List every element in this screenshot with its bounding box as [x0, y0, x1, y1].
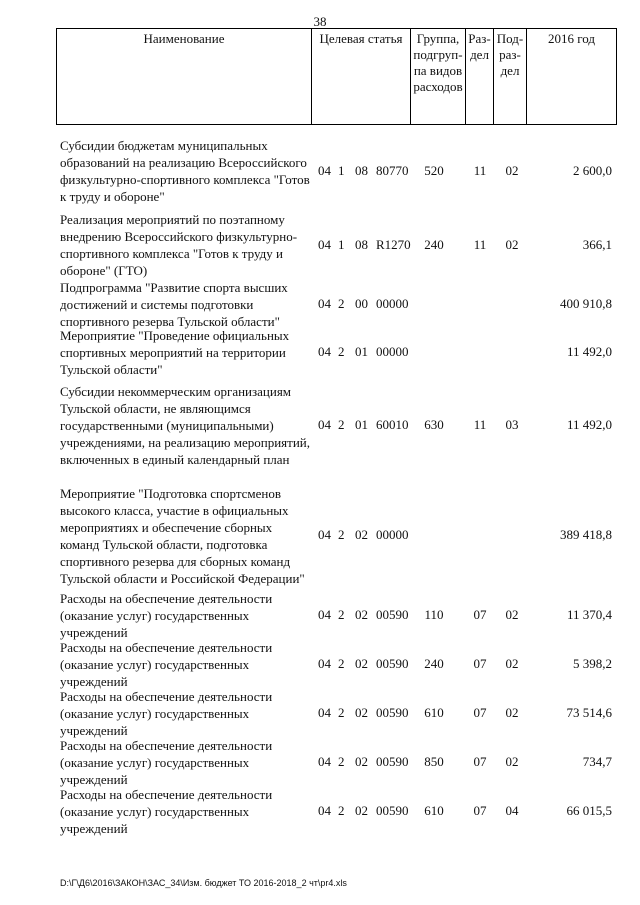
row-razdel: 11: [473, 237, 487, 252]
row-vid: 610: [424, 803, 444, 818]
row-code: 00000: [376, 527, 409, 542]
row-code: 00590: [376, 607, 409, 622]
row-name: Мероприятие "Проведение официальных спортивных мероприятий на территории Тульской области": [60, 328, 290, 377]
row-amount: 11 370,4: [566, 607, 612, 622]
header-podrazdel: [493, 29, 526, 124]
row-grp: 00: [355, 296, 368, 311]
row-podrazdel: 02: [505, 607, 519, 622]
row-name: Подпрограмма "Развитие спорта высших достижений и системы подготовки спортивного резерва Тульской области": [60, 280, 288, 329]
row-prog: 04: [318, 656, 331, 671]
row-sub: 2: [338, 803, 345, 818]
row-name: Расходы на обеспечение деятельности (оказание услуг) государственных учреждений: [60, 787, 273, 836]
row-prog: 04: [318, 803, 331, 818]
row-grp: 02: [355, 607, 368, 622]
row-podrazdel: 03: [505, 417, 519, 432]
row-code: 00590: [376, 754, 409, 769]
header-group-line: расходов: [413, 79, 463, 94]
row-prog: 04: [318, 296, 331, 311]
header-group-line: Группа,: [416, 31, 460, 46]
row-sub: 2: [338, 607, 345, 622]
row-sub: 1: [338, 163, 345, 178]
row-code: 60010: [376, 417, 409, 432]
row-amount: 11 492,0: [566, 417, 612, 432]
row-sub: 2: [338, 344, 345, 359]
row-vid: 240: [424, 656, 444, 671]
row-grp: 01: [355, 417, 368, 432]
row-name: Расходы на обеспечение деятельности (оказание услуг) государственных учреждений: [60, 640, 273, 689]
row-razdel: 07: [473, 803, 487, 818]
header-podrazdel-line: раз-: [499, 47, 521, 62]
row-prog: 04: [318, 705, 331, 720]
row-grp: 02: [355, 803, 368, 818]
row-amount: 73 514,6: [566, 705, 612, 720]
row-podrazdel: 02: [505, 656, 519, 671]
row-name: Субсидии бюджетам муниципальных образований на реализацию Всероссийского физкультурно-спортивного комплекса "Готов к труду и обороне": [60, 138, 310, 204]
row-sub: 2: [338, 754, 345, 769]
row-razdel: 07: [473, 754, 487, 769]
header-target: Целевая статья: [311, 29, 410, 124]
row-vid: 240: [424, 237, 444, 252]
row-name: Расходы на обеспечение деятельности (оказание услуг) государственных учреждений: [60, 738, 273, 787]
row-code: 00000: [376, 344, 409, 359]
row-code: R1270: [376, 237, 411, 252]
row-amount: 66 015,5: [566, 803, 612, 818]
table-header: [56, 28, 617, 125]
row-name: Реализация мероприятий по поэтапному внедрению Всероссийского физкультурно-спортивного комплекса "Готов к труду и обороне" (ГТО): [60, 212, 298, 278]
header-podrazdel-line: дел: [500, 63, 520, 78]
row-sub: 2: [338, 705, 345, 720]
row-grp: 02: [355, 656, 368, 671]
row-vid: 520: [424, 163, 444, 178]
row-amount: 400 910,8: [560, 296, 612, 311]
row-razdel: 07: [473, 705, 487, 720]
header-razdel-line: Раз-: [468, 31, 491, 46]
row-podrazdel: 02: [505, 705, 519, 720]
row-prog: 04: [318, 527, 331, 542]
page-number: 38: [313, 14, 327, 29]
row-sub: 2: [338, 417, 345, 432]
row-code: 00000: [376, 296, 409, 311]
row-sub: 1: [338, 237, 345, 252]
row-amount: 366,1: [582, 237, 612, 252]
row-code: 00590: [376, 803, 409, 818]
row-amount: 389 418,8: [560, 527, 612, 542]
row-amount: 734,7: [582, 754, 612, 769]
row-vid: 630: [424, 417, 444, 432]
row-prog: 04: [318, 344, 331, 359]
row-grp: 01: [355, 344, 368, 359]
row-name: Мероприятие "Подготовка спортсменов высокого класса, участие в официальных мероприятиях и обеспечение сборных команд Тульской области, подготовка спортивного резерва для сборных команд Тульской области и Российской Федерации": [60, 486, 305, 586]
header-razdel-line: дел: [470, 47, 489, 62]
row-razdel: 11: [473, 163, 487, 178]
row-razdel: 07: [473, 607, 487, 622]
row-name: Субсидии некоммерческим организациям Тульской области, не являющимся государственными (муниципальными) учреждениями, на реализацию мероприятий, включенных в единый календарный план: [60, 384, 311, 467]
file-path-footer: D:\Г\Д6\2016\ЗАКОН\ЗАС_34\Изм. бюджет ТО 2016-2018_2 чт\pr4.xls: [60, 878, 347, 888]
row-sub: 2: [338, 527, 345, 542]
row-code: 00590: [376, 705, 409, 720]
row-prog: 04: [318, 237, 331, 252]
row-amount: 2 600,0: [573, 163, 612, 178]
row-grp: 08: [355, 163, 368, 178]
row-sub: 2: [338, 296, 345, 311]
row-podrazdel: 02: [505, 237, 519, 252]
row-razdel: 07: [473, 656, 487, 671]
row-grp: 02: [355, 705, 368, 720]
row-amount: 11 492,0: [566, 344, 612, 359]
header-group-line: па видов: [413, 63, 463, 78]
row-vid: 610: [424, 705, 444, 720]
row-prog: 04: [318, 754, 331, 769]
row-amount: 5 398,2: [573, 656, 612, 671]
row-grp: 02: [355, 754, 368, 769]
row-code: 00590: [376, 656, 409, 671]
header-year: 2016 год: [526, 29, 616, 124]
row-razdel: 11: [473, 417, 487, 432]
row-vid: 850: [424, 754, 444, 769]
row-grp: 08: [355, 237, 368, 252]
header-podrazdel-line: Под-: [496, 31, 524, 46]
row-grp: 02: [355, 527, 368, 542]
header-razdel: [465, 29, 493, 124]
row-vid: 110: [424, 607, 444, 622]
row-name: Расходы на обеспечение деятельности (оказание услуг) государственных учреждений: [60, 591, 273, 640]
row-sub: 2: [338, 656, 345, 671]
row-podrazdel: 04: [505, 803, 519, 818]
row-prog: 04: [318, 607, 331, 622]
row-podrazdel: 02: [505, 754, 519, 769]
row-code: 80770: [376, 163, 409, 178]
header-group: [410, 29, 465, 124]
header-name: Наименование: [143, 31, 225, 46]
row-name: Расходы на обеспечение деятельности (оказание услуг) государственных учреждений: [60, 689, 273, 738]
row-prog: 04: [318, 163, 331, 178]
header-group-line: подгруп-: [413, 47, 463, 62]
row-prog: 04: [318, 417, 331, 432]
row-podrazdel: 02: [505, 163, 519, 178]
